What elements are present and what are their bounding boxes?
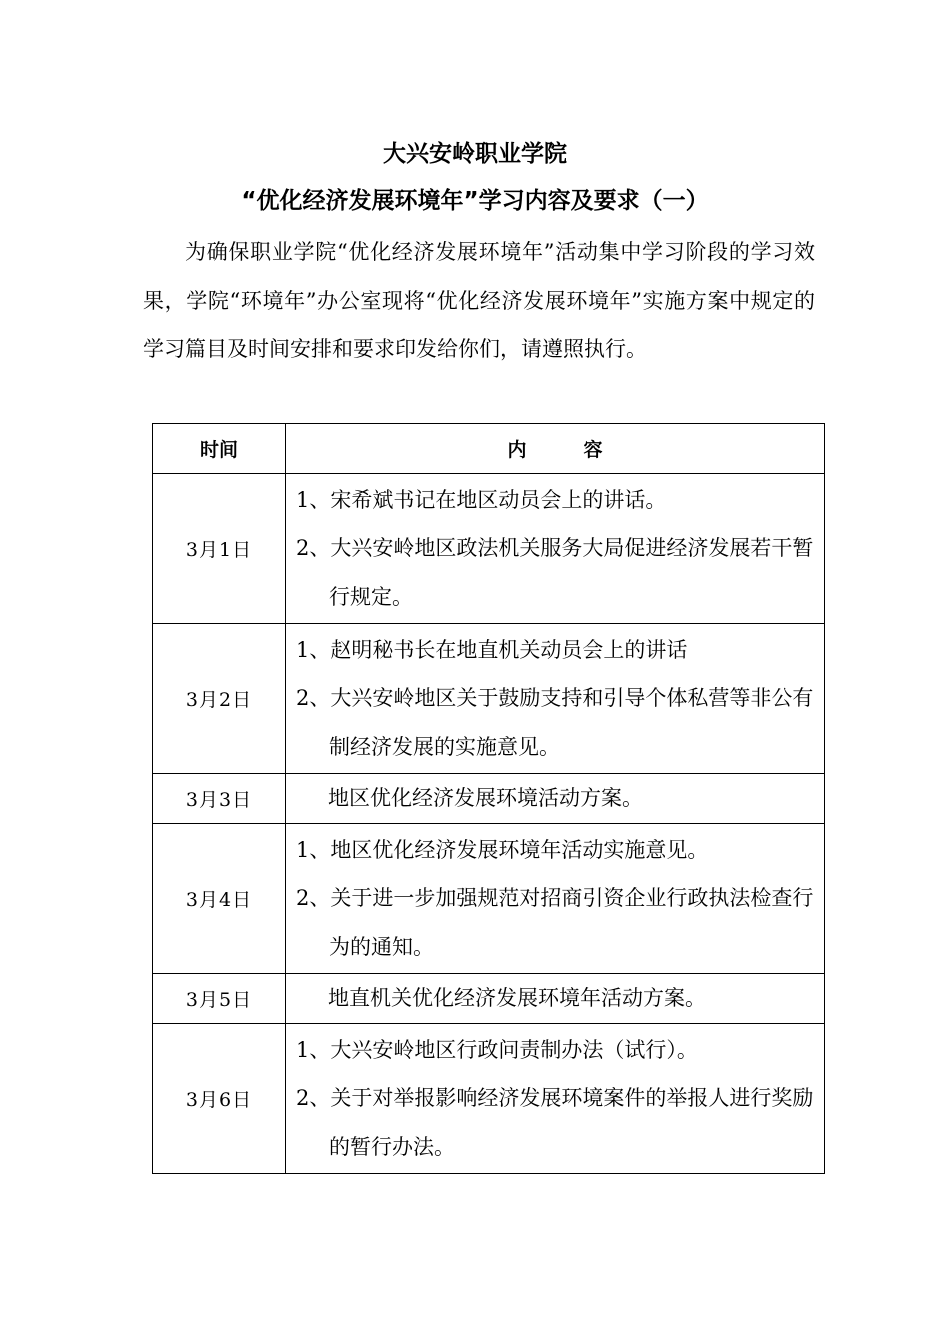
row-content [286, 624, 825, 774]
row-date: 3月1日 [153, 474, 286, 624]
table-row [153, 1024, 825, 1174]
row-content [286, 774, 825, 824]
content-item: 2、关于对举报影响经济发展环境案件的举报人进行奖励的暂行办法。 [296, 1086, 814, 1159]
row-content [286, 824, 825, 974]
intro-paragraph: 为确保职业学院“优化经济发展环境年”活动集中学习阶段的学习效果，学院“环境年”办公室现将“优化经济发展环境年”实施方案中规定的学习篇目及时间安排和要求印发给你们，请遵照执行。 [143, 240, 815, 361]
row-date: 3月6日 [153, 1024, 286, 1174]
content-item: 1、赵明秘书长在地直机关动员会上的讲话 [296, 637, 688, 662]
document-title: 大兴安岭职业学院 [383, 141, 567, 167]
header-content: 内 容 [286, 424, 825, 474]
content-item: 1、大兴安岭地区行政问责制办法（试行）。 [296, 1037, 698, 1062]
table-row [153, 774, 825, 824]
content-item: 1、宋希斌书记在地区动员会上的讲话。 [296, 487, 667, 512]
table-row [153, 624, 825, 774]
study-schedule-table [152, 423, 825, 1174]
table-row [153, 824, 825, 974]
row-date: 3月5日 [153, 974, 286, 1024]
content-item: 地直机关优化经济发展环境年活动方案。 [328, 986, 706, 1011]
row-date: 3月3日 [153, 774, 286, 824]
row-content [286, 1024, 825, 1174]
table-row [153, 474, 825, 624]
content-item: 2、关于进一步加强规范对招商引资企业行政执法检查行为的通知。 [296, 886, 814, 959]
content-item: 2、大兴安岭地区政法机关服务大局促进经济发展若干暂行规定。 [296, 536, 814, 609]
content-item: 地区优化经济发展环境活动方案。 [328, 786, 643, 811]
table-row [153, 974, 825, 1024]
content-item: 1、地区优化经济发展环境年活动实施意见。 [296, 837, 709, 862]
header-date: 时间 [153, 424, 286, 474]
document-subtitle: “优化经济发展环境年”学习内容及要求（一） [241, 188, 709, 214]
row-date: 3月2日 [153, 624, 286, 774]
table-header-row [153, 424, 825, 474]
row-content [286, 974, 825, 1024]
content-item: 2、大兴安岭地区关于鼓励支持和引导个体私营等非公有制经济发展的实施意见。 [296, 686, 814, 759]
row-date: 3月4日 [153, 824, 286, 974]
row-content [286, 474, 825, 624]
